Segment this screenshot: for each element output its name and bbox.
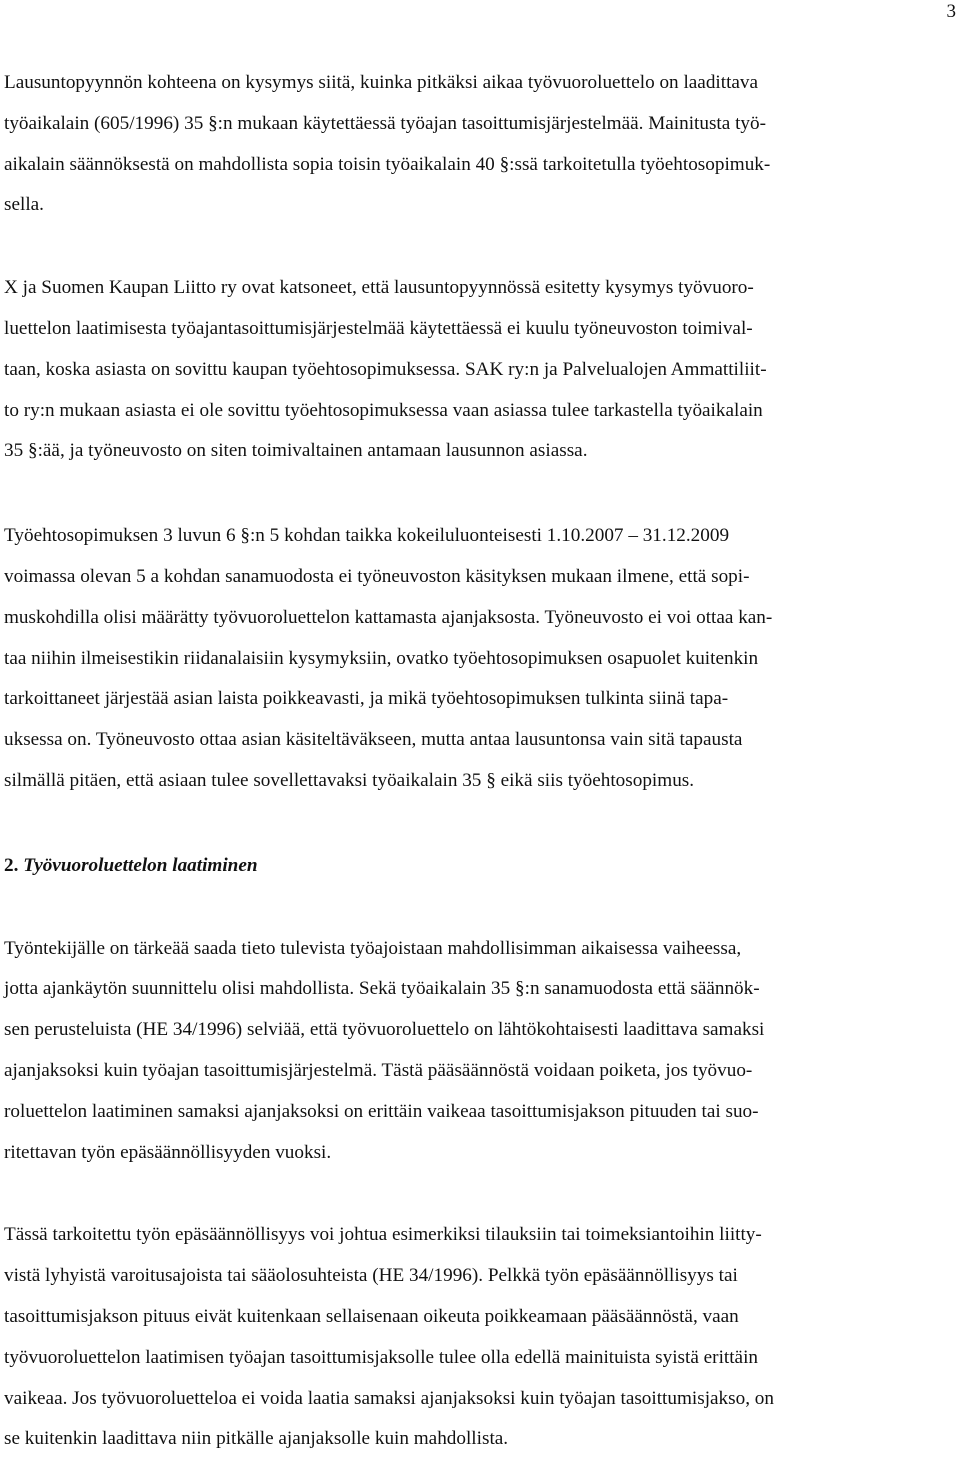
text-line: uksessa on. Työneuvosto ottaa asian käsiteltäväkseen, mutta antaa lausuntonsa vain sitä tapausta [4,729,743,751]
paragraph-tyovuoroluettelo [4,929,954,1174]
paragraph-spacer [4,802,954,846]
text-line: 35 §:ää, ja työneuvosto on siten toimivaltainen antamaan lausunnon asiassa. [4,440,588,462]
text-line: Työntekijälle on tärkeää saada tieto tulevista työajoistaan mahdollisimman aikaisessa vaiheessa, [4,937,742,959]
text-line: vaikeaa. Jos työvuoroluetteloa ei voida laatia samaksi ajanjaksoksi kuin työajan tasoittumisjakso, on [4,1387,774,1409]
text-line: Työehtosopimuksen 3 luvun 6 §:n 5 kohdan taikka kokeiluluonteisesti 1.10.2007 – 31.12.2009 [4,525,730,547]
paragraph-spacer [4,472,954,516]
text-line: luettelon laatimisesta työajantasoittumisjärjestelmää käytettäessä ei kuulu työneuvoston toimival- [4,317,753,339]
text-line: muskohdilla olisi määrätty työvuoroluettelon kattamasta ajanjaksosta. Työneuvosto ei voi ottaa kan- [4,606,773,628]
section-title: Työvuoroluettelon laatiminen [23,854,258,876]
paragraph-lausuntopyynto [4,63,954,226]
text-line: roluettelon laatiminen samaksi ajanjaksoksi on erittäin vaikeaa tasoittumisjakson pituuden tai suo- [4,1100,759,1122]
text-line: vistä lyhyistä varoitusajoista tai sääolosuhteista (HE 34/1996). Pelkkä työn epäsäännöllisyys tai [4,1265,738,1287]
section-heading [4,846,954,887]
paragraph-osapuolten-kannat [4,268,954,472]
text-line: työvuoroluettelon laatimisen työajan tasoittumisjaksolle tulee olla edellä mainituista syistä erittäin [4,1346,758,1368]
paragraph-spacer [4,887,954,929]
page-number: 3 [946,1,956,22]
paragraph-epasaannollisyys [4,1215,954,1460]
text-line: to ry:n mukaan asiasta ei ole sovittu työehtosopimuksessa vaan asiassa tulee tarkastella työaikalain [4,399,763,421]
text-line: työaikalain (605/1996) 35 §:n mukaan käytettäessä työajan tasoittumisjärjestelmää. Mainitusta työ- [4,112,766,134]
text-line: tasoittumisjakson pituus eivät kuitenkaan sellaisenaan oikeuta poikkeamaan pääsäännöstä, vaan [4,1305,739,1327]
text-line: sen perusteluista (HE 34/1996) selviää, että työvuoroluettelo on lähtökohtaisesti laadittava samaksi [4,1019,765,1041]
section-number: 2. [4,854,19,876]
text-line: X ja Suomen Kaupan Liitto ry ovat katsoneet, että lausuntopyynnössä esitetty kysymys työvuoro- [4,277,754,299]
text-line: taa niihin ilmeisestikin riidanalaisiin kysymyksiin, ovatko työehtosopimuksen osapuolet kuitenkin [4,647,759,669]
paragraph-tyoehtosopimus [4,516,954,802]
paragraph-spacer [4,226,954,268]
document-body [4,63,954,1460]
text-line: tarkoittaneet järjestää asian laista poikkeavasti, ja mikä työehtosopimuksen tulkinta siinä tapa- [4,688,729,710]
text-line: Tässä tarkoitettu työn epäsäännöllisyys voi johtua esimerkiksi tilauksiin tai toimeksiantoihin liitty- [4,1224,762,1246]
text-line: jotta ajankäytön suunnittelu olisi mahdollista. Sekä työaikalain 35 §:n sanamuodosta että säännök- [4,978,760,1000]
text-line: se kuitenkin laadittava niin pitkälle ajanjaksolle kuin mahdollista. [4,1428,509,1450]
text-line: silmällä pitäen, että asiaan tulee sovellettavaksi työaikalain 35 § eikä siis työehtosopimus. [4,769,695,791]
text-line: voimassa olevan 5 a kohdan sanamuodosta ei työneuvoston käsityksen mukaan ilmene, että sopi- [4,565,750,587]
text-line: Lausuntopyynnön kohteena on kysymys siitä, kuinka pitkäksi aikaa työvuoroluettelo on laadittava [4,72,759,93]
text-line: sella. [4,194,44,216]
text-line: ritettavan työn epäsäännöllisyyden vuoksi. [4,1141,332,1163]
paragraph-spacer [4,1173,954,1215]
text-line: aikalain säännöksestä on mahdollista sopia toisin työaikalain 40 §:ssä tarkoitetulla työehtosopimuk- [4,153,771,175]
text-line: ajanjaksoksi kuin työajan tasoittumisjärjestelmä. Tästä pääsäännöstä voidaan poiketa, jos työvuo- [4,1059,753,1081]
text-line: taan, koska asiasta on sovittu kaupan työehtosopimuksessa. SAK ry:n ja Palvelualojen Ammattiliit- [4,358,767,380]
